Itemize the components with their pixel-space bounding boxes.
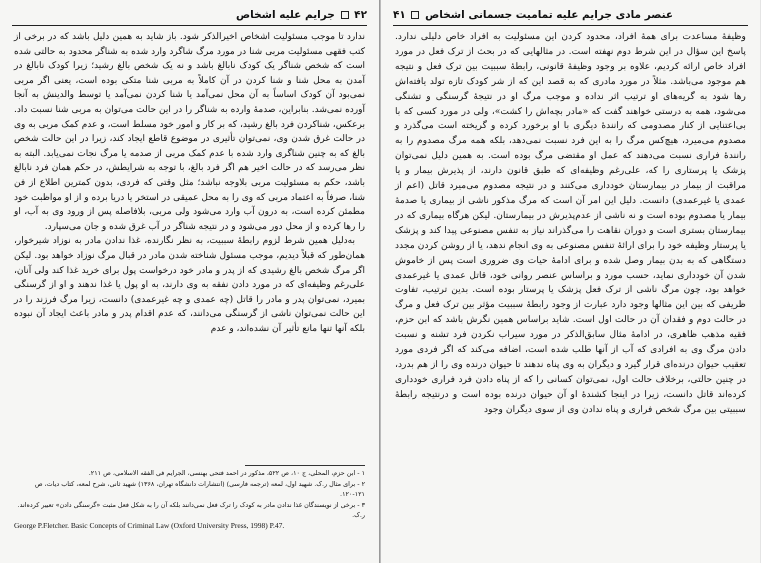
paragraph: وظیفهٔ مساعدت برای همهٔ افراد، محدود کردن این مسئولیت به افراد خاص دلیلی ندارد. پاسخ این سؤال در این شرط دوم نهفته است. در مثالهایی که در بحث از ترک فعل در مورد افراد خاص ارائه کردیم، علاوه بر وجود وظیفهٔ قانونی، رابطهٔ سببیت بین ترک فعل و نتیجه هم موجود می‌باشد. مثلاً در مورد مادری که به قصد این که از شر کودک تازه تولد یافته‌اش رها شود به گریه‌های او ترتیب اثر نداده و موجب مرگ او در نتیجهٔ گرسنگی و تشنگی می‌شود، همه به درستی خواهند گفت که «مادر بچه‌اش را کشت»، ولی در مورد کسی که با بی‌اعتنایی از کنار مصدومی که رانندهٔ دیگری با او برخورد کرده و گریخته است می‌گذرد و مصدوم می‌میرد، هیچ‌کس مرگ را به این فرد نسبت نمی‌دهد، بلکه همه مرگ مصدوم را به رانندهٔ فراری نسبت می‌دهند که عمل او مقتضی مرگ بوده است. به همین دلیل نمی‌توان پزشک یا پرستاری را که، علی‌رغم وظیفه‌ای که طبق قانون دارند، از پذیرش بیمار و یا مراقبت از بیمار در بیمارستان خودداری می‌کنند و در نتیجه مصدوم می‌میرد قاتل (اعم از عمدی یا غیرعمدی) دانست. دلیل این امر آن است که مرگ مذکور ناشی از بیماری یا صدمهٔ بیمار یا مصدوم بوده است و نه ناشی از عدم‌پذیرش در بیمارستان. لیکن هرگاه بیماری که در بیمارستان بستری است و دوران نقاهت را می‌گذراند نیاز به تنفس مصنوعی پیدا کند و پزشک یا پرستار وظیفه خود را برای ارائهٔ تنفس مصنوعی به وی انجام ندهد، یا از روشن کردن مجدد دستگاهی که به بدن بیمار وصل شده و برای ادامهٔ حیات وی ضروری است پس از خاموش شدن آن خودداری نماید، حسب مورد و براساس عنصر روانی خود، قاتل عمدی یا غیرعمدی خواهد بود، چون مرگ ناشی از ترک فعل پزشک یا پرستار بوده است. بدین ترتیب، تفاوت ظریفی که بین این مثالها وجود دارد عبارت از وجود رابطهٔ سببیت مؤثر بین ترک فعل و مرگ در حالت دوم و فقدان آن در حالت اول است. شاید براساس همین نگرش باشد که ابن حزم، فقیه مذهب ظاهری، در ادامهٔ مثال سابق‌الذکر در مورد سیراب نکردن فرد تشنه و نسبت دادن مرگ وی به افرادی که آب از آنها طلب شده است، اضافه می‌کند که اگر فردی مورد تعقیب حیوان درنده‌ای قرار گیرد و دیگران به وی پناه ندهند تا حیوان درنده وی را از هم بدرد، در چنین حالتی، برخلاف حالت اول، نمی‌توان کسانی را که از پناه دادن فرد فراری خودداری کرده‌اند قاتل دانست، زیرا در اینجا کشندهٔ او آن حیوان درنده بوده است و درنتیجه رابطهٔ سببیتی بین مرگ شخص فراری و پناه ندادن وی از سوی دیگران وجود — [395, 31, 746, 415]
square-ornament-icon — [411, 11, 419, 19]
page-number: ۴۲ — [354, 9, 367, 21]
footnote: ۲ - برای مثال ر.ک. شهید اول، لمعه (ترجمه فارسی) (انتشارات دانشگاه تهران، ۱۳۶۸) شهید ثانی، شرح لمعه، کتاب دیات، ص ۱۲۱-۱۲۰. — [34, 479, 365, 498]
page-header — [393, 6, 748, 24]
page-body — [14, 30, 365, 336]
running-title: عنصر مادی جرایم علیه تمامیت جسمانی اشخاص — [425, 9, 674, 21]
footnote: ۱ - ابن حزم، المحلی، ج ۱۰، ص ۵۲۲، مذکور در احمد فتحی بهنسی، الجرایم فی الفقه الاسلامی، ص ۲۱۱. — [88, 469, 365, 477]
paragraph: ندارد تا موجب مسئولیت اشخاص اخیرالذکر شود. باز شاید به همین دلیل باشد که در برخی از کتب فقهی مسئولیت مربی شنا در مورد مرگ شاگرد وارد شده به شناگر محدود به حالتی شده است که شخص شناگر یک کودک نابالغ باشد و نه یک شخص بالغ رشید؛ زیرا کودک نابالغ در آمدن به محل شنا و شنا کردن در آن کاملاً به مربی شنا متکی بوده است، یعنی اگر مربی نمی‌بود آن کودک اساساً به آن محل نمی‌آمد یا شنا کردن نمی‌آمد یا توسط والدینش به آنجا آورده نمی‌شد. بنابراین، صدمهٔ وارده به شناگر را در این حالت می‌توان به مربی شنا نسبت داد. برعکس، شناکردن فرد بالغ رشید، که بر کار و امور خود مسلط است، و عدم کمک مربی به وی در حالت غرق شدن وی، نمی‌توان تأثیری در موضوع قاطع ایجاد کند، زیرا در این حالت شخص بالغ که به چنین شناگری وارد شده با عدم کمک مربی از صدمه یا مرگ نجات نمی‌یابد. البته به نظر می‌رسد که در حالت اخیر هم اگر فرد بالغ، با توجه به شرایطش، در حکم همان فرد نابالغ باشد، حکم به مسئولیت مربی بلاوجه نباشد؛ مثل وقتی که فردی، بدون کمترین اطلاع از فن شنا، صرفاً به اعتماد مربی که وی را به محل عمیقی در استخر یا دریا برده و از او مواظبت خود مطمئن کرده است، به درون آب وارد می‌شود ولی مربی، بلافاصله پس از ورود وی به آب، او را رها کرده و از محل دور می‌شود و در نتیجه شناگر در آب غرق شده و جان می‌سپارد. — [14, 32, 365, 232]
page-number: ۴۱ — [393, 9, 406, 21]
footnote-latin-citation: George P.Fletcher. Basic Concepts of Criminal Law (Oxford University Press, 1998) P.47. — [14, 520, 285, 530]
footnote-separator — [245, 465, 365, 466]
page-body — [395, 30, 746, 418]
running-title: جرایم علیه اشخاص — [236, 9, 335, 21]
paragraph: به‌دلیل همین شرط لزوم رابطهٔ سببیت، به نظر نگارنده، غذا ندادن مادر به نوزاد شیرخوار، همان‌طور که قبلاً دیدیم، موجب مسئول شناخته شدن مادر در قبال مرگ نوزاد خواهد بود. لیکن اگر مرگ شخص بالغ رشیدی که از پدر و مادر خود درخواست پول برای خرید غذا کند ولی آنان، علی‌رغم وظیفه‌ای که در مورد دادن نفقه به وی دارند، به او پول یا غذا ندهند و او از گرسنگی بمیرد، نمی‌توان پدر و مادر را قاتل (چه عمدی و چه غیرعمدی) دانست، زیرا مرگ فرزند را در این حالت نمی‌توان ناشی از گرسنگی می‌دانند، که عدم اقدام پدر و مادر باعث ایجاد آن نبوده بلکه آنها تنها مانع تأثیر آن نشده‌اند، و عدم — [14, 236, 366, 334]
header-rule — [12, 25, 367, 26]
page-42 — [0, 0, 380, 563]
footnote: ۳ - برخی از نویسندگان غذا ندادن مادر به کودک را ترک فعل نمی‌دانند بلکه آن را به شکل فعل مثبت «گرسنگی دادن» تعبیر کرده‌اند. ر.ک. — [17, 500, 365, 519]
running-head — [393, 9, 673, 21]
page-header — [12, 6, 367, 24]
square-ornament-icon — [341, 11, 349, 19]
header-rule — [393, 25, 748, 26]
page-41 — [380, 0, 760, 563]
running-head — [236, 9, 367, 21]
footnotes — [14, 468, 365, 531]
